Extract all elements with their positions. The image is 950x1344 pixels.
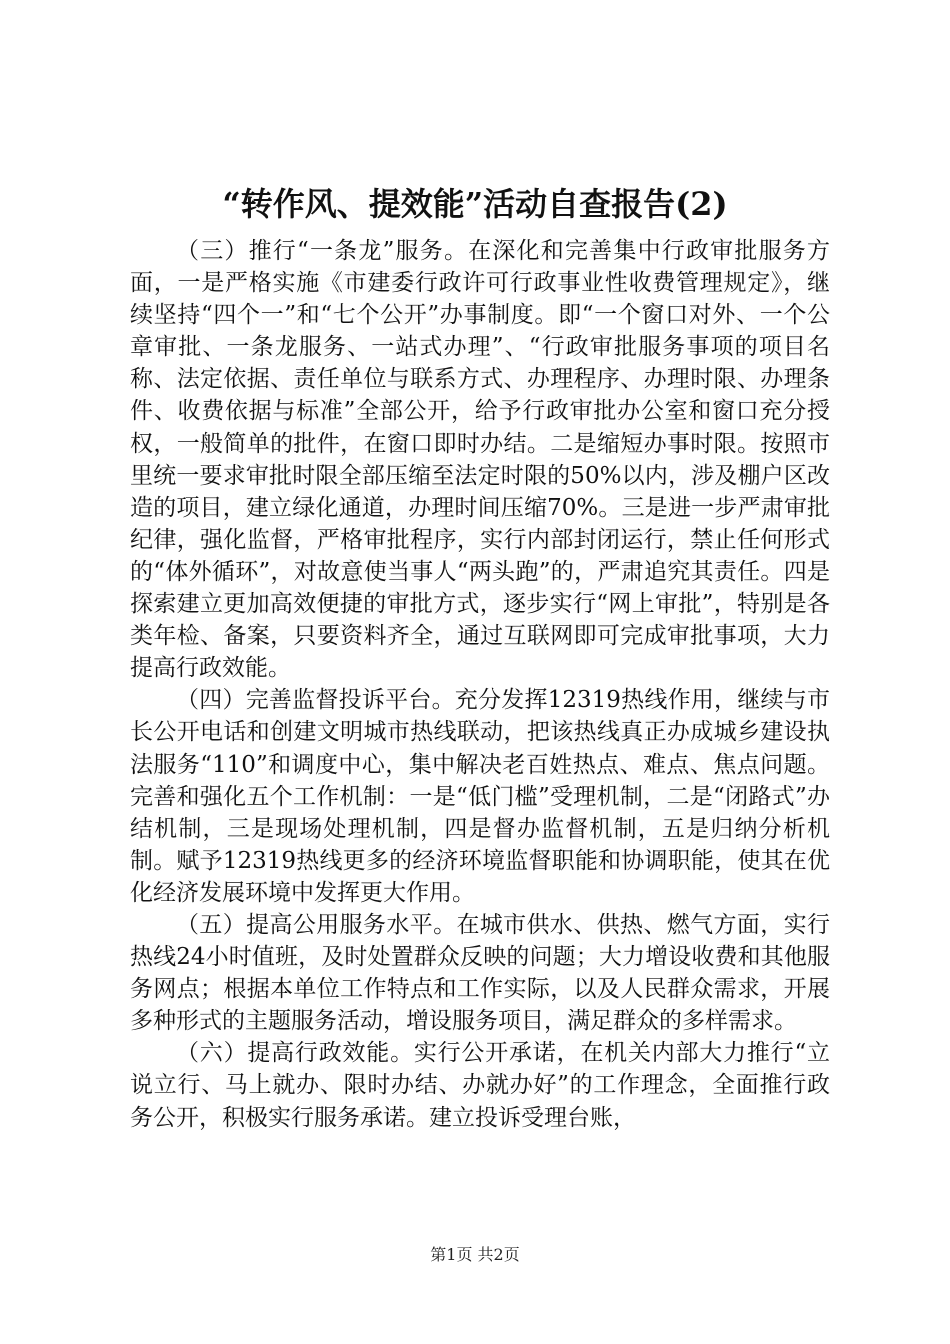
document-body [130,235,830,1134]
paragraph-5: （五）提高公用服务水平。在城市供水、供热、燃气方面，实行热线24小时值班，及时处置群众反映的问题；大力增设收费和其他服务网点；根据本单位工作特点和工作实际，以及人民群众需求，开展多种形式的主题服务活动，增设服务项目，满足群众的多样需求。 [130,911,830,1035]
document-title: “转作风、提效能”活动自查报告(2) [222,185,728,223]
paragraph-6: （六）提高行政效能。实行公开承诺，在机关内部大力推行“立说立行、马上就办、限时办结、办就办好”的工作理念，全面推行政务公开，积极实行服务承诺。建立投诉受理台账， [130,1040,830,1131]
paragraph-4: （四）完善监督投诉平台。充分发挥12319热线作用，继续与市长公开电话和创建文明城市热线联动，把该热线真正办成城乡建设执法服务“110”和调度中心，集中解决老百姓热点、难点、焦点问题。完善和强化五个工作机制：一是“低门槛”受理机制，二是“闭路式”办结机制，三是现场处理机制，四是督办监督机制，五是归纳分析机制。赋予12319热线更多的经济环境监督职能和协调职能，使其在优化经济发展环境中发挥更大作用。 [130,687,830,906]
paragraph-3: （三）推行“一条龙”服务。在深化和完善集中行政审批服务方面，一是严格实施《市建委行政许可行政事业性收费管理规定》，继续坚持“四个一”和“七个公开”办事制度。即“一个窗口对外、一个公章审批、一条龙服务、一站式办理”、“行政审批服务事项的项目名称、法定依据、责任单位与联系方式、办理程序、办理时限、办理条件、收费依据与标准”全部公开，给予行政审批办公室和窗口充分授权，一般简单的批件，在窗口即时办结。二是缩短办事时限。按照市里统一要求审批时限全部压缩至法定时限的50%以内，涉及棚户区改造的项目，建立绿化通道，办理时间压缩70%。三是进一步严肃审批纪律，强化监督，严格审批程序，实行内部封闭运行，禁止任何形式的“体外循环”，对故意使当事人“两头跑”的，严肃追究其责任。四是探索建立更加高效便捷的审批方式，逐步实行“网上审批”，特别是各类年检、备案，只要资料齐全，通过互联网即可完成审批事项，大力提高行政效能。 [130,238,830,682]
page-footer: 第1页 共2页 [430,1245,520,1264]
